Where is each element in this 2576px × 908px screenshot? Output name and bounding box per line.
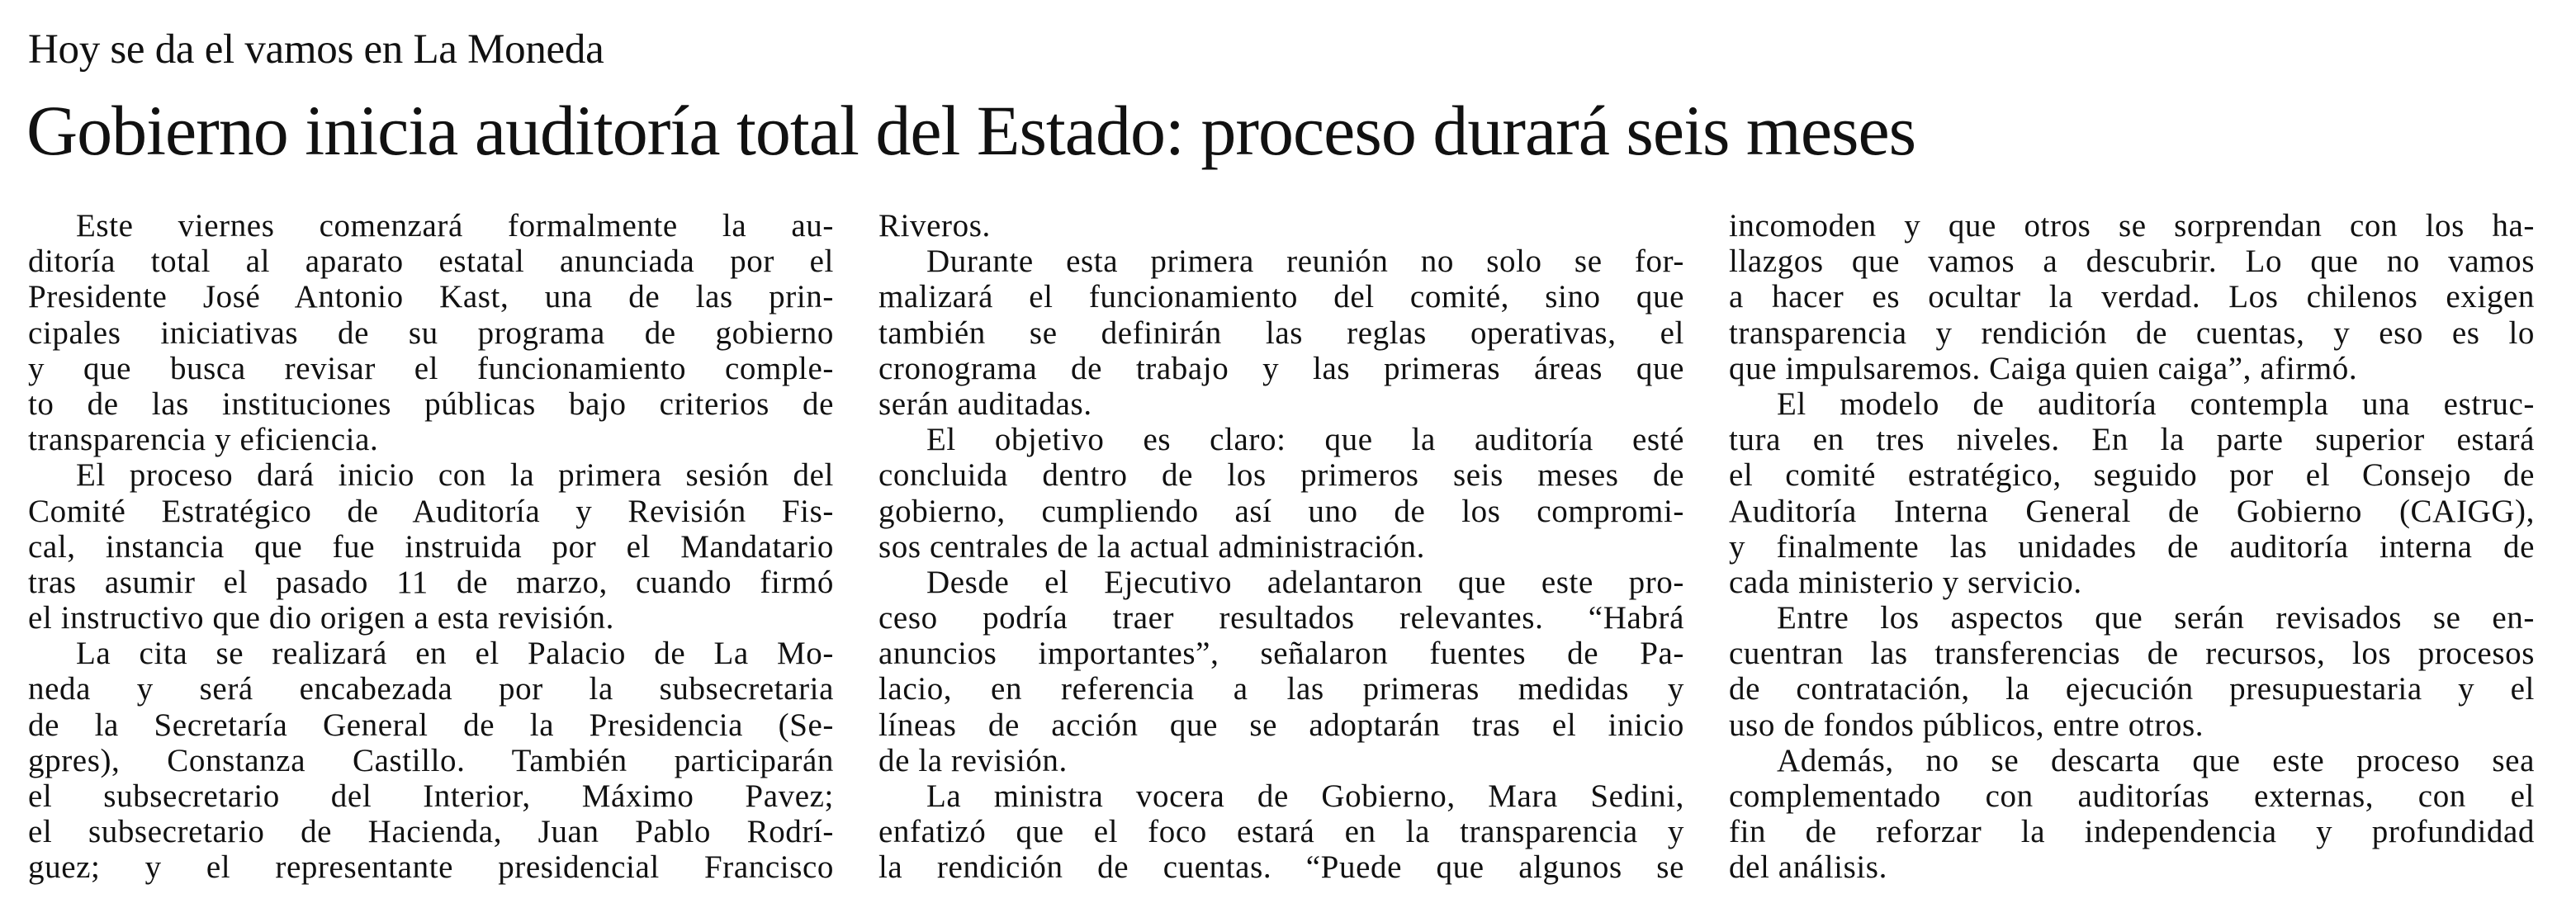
article-text-line: gobierno, cumpliendo así uno de los compromi- (878, 493, 1684, 529)
article-text-line: gpres), Constanza Castillo. También participarán (28, 742, 834, 778)
article-text-line: la rendición de cuentas. “Puede que algunos se (878, 849, 1684, 886)
article-text-line: concluida dentro de los primeros seis meses de (878, 457, 1684, 494)
article-text-line: líneas de acción que se adoptarán tras el inicio (878, 707, 1684, 743)
article-column-1 (28, 208, 834, 886)
article-text-line: el subsecretario del Interior, Máximo Pavez; (28, 778, 834, 814)
article-text-line: de la revisión. (878, 742, 1068, 778)
article-text-line: Comité Estratégico de Auditoría y Revisión Fis- (28, 493, 834, 529)
article-text-line: a hacer es ocultar la verdad. Los chilenos exigen (1729, 279, 2535, 315)
article-text-line: Riveros. (878, 208, 991, 244)
article-text-line: de la Secretaría General de la Presidencia (Se- (28, 707, 834, 743)
article-text-line: Auditoría Interna General de Gobierno (CAIGG), (1729, 493, 2535, 529)
kicker: Hoy se da el vamos en La Moneda (28, 26, 604, 73)
article-text-line: Desde el Ejecutivo adelantaron que este pro- (926, 564, 1684, 600)
article-text-line: cada ministerio y servicio. (1729, 564, 2082, 600)
article-text-line: ceso podría traer resultados relevantes. “Habrá (878, 600, 1684, 636)
article-text-line: to de las instituciones públicas bajo criterios de (28, 385, 834, 422)
article-text-line: guez; y el representante presidencial Francisco (28, 849, 834, 886)
article-text-line: cal, instancia que fue instruida por el Mandatario (28, 528, 834, 565)
article-text-line: el instructivo que dio origen a esta revisión. (28, 600, 614, 636)
article-text-line: el subsecretario de Hacienda, Juan Pablo Rodrí- (28, 814, 834, 850)
article-column-3 (1729, 208, 2535, 886)
article-text-line: complementado con auditorías externas, con el (1729, 778, 2535, 814)
article-text-line: anuncios importantes”, señalaron fuentes de Pa- (878, 636, 1684, 672)
article-text-line: del análisis. (1729, 849, 1887, 886)
article-text-line: Entre los aspectos que serán revisados se en- (1777, 600, 2535, 636)
article-text-line: llazgos que vamos a descubrir. Lo que no vamos (1729, 244, 2535, 280)
article-text-line: serán auditadas. (878, 385, 1092, 422)
article-text-line: El modelo de auditoría contempla una estruc- (1777, 385, 2535, 422)
article-text-line: incomoden y que otros se sorprendan con los ha- (1729, 208, 2535, 244)
article-text-line: cronograma de trabajo y las primeras áreas que (878, 350, 1684, 386)
article-text-line: uso de fondos públicos, entre otros. (1729, 707, 2204, 743)
article-text-line: lacio, en referencia a las primeras medidas y (878, 671, 1684, 707)
article-text-line: La cita se realizará en el Palacio de La Mo- (76, 636, 834, 672)
article-text-line: El proceso dará inicio con la primera sesión del (76, 457, 834, 494)
article-text-line: transparencia y rendición de cuentas, y eso es lo (1729, 314, 2535, 351)
article-text-line: Presidente José Antonio Kast, una de las prin- (28, 279, 834, 315)
article-text-line: fin de reforzar la independencia y profundidad (1729, 814, 2535, 850)
article-text-line: neda y será encabezada por la subsecretaria (28, 671, 834, 707)
article-text-line: malizará el funcionamiento del comité, sino que (878, 279, 1684, 315)
article-text-line: Este viernes comenzará formalmente la au- (76, 208, 834, 244)
article-text-line: tras asumir el pasado 11 de marzo, cuando firmó (28, 564, 834, 600)
article-text-line: tura en tres niveles. En la parte superior estará (1729, 422, 2535, 458)
article-text-line: el comité estratégico, seguido por el Consejo de (1729, 457, 2535, 494)
article-text-line: y finalmente las unidades de auditoría interna de (1729, 528, 2535, 565)
article-text-line: transparencia y eficiencia. (28, 422, 379, 458)
article-text-line: cipales iniciativas de su programa de gobierno (28, 314, 834, 351)
article-text-line: Además, no se descarta que este proceso sea (1777, 742, 2535, 778)
article-text-line: de contratación, la ejecución presupuestaria y el (1729, 671, 2535, 707)
article-column-2 (878, 208, 1684, 886)
article-text-line: El objetivo es claro: que la auditoría esté (926, 422, 1684, 458)
article-text-line: enfatizó que el foco estará en la transparencia y (878, 814, 1684, 850)
article-text-line: también se definirán las reglas operativas, el (878, 314, 1684, 351)
article-text-line: Durante esta primera reunión no solo se for- (926, 244, 1684, 280)
article-text-line: cuentran las transferencias de recursos, los procesos (1729, 636, 2535, 672)
article-text-line: sos centrales de la actual administración. (878, 528, 1425, 565)
article-text-line: y que busca revisar el funcionamiento comple- (28, 350, 834, 386)
article-text-line: ditoría total al aparato estatal anunciada por el (28, 244, 834, 280)
article-text-line: La ministra vocera de Gobierno, Mara Sedini, (926, 778, 1684, 814)
headline: Gobierno inicia auditoría total del Estado: proceso durará seis meses (26, 91, 1916, 170)
article-text-line: que impulsaremos. Caiga quien caiga”, afirmó. (1729, 350, 2358, 386)
